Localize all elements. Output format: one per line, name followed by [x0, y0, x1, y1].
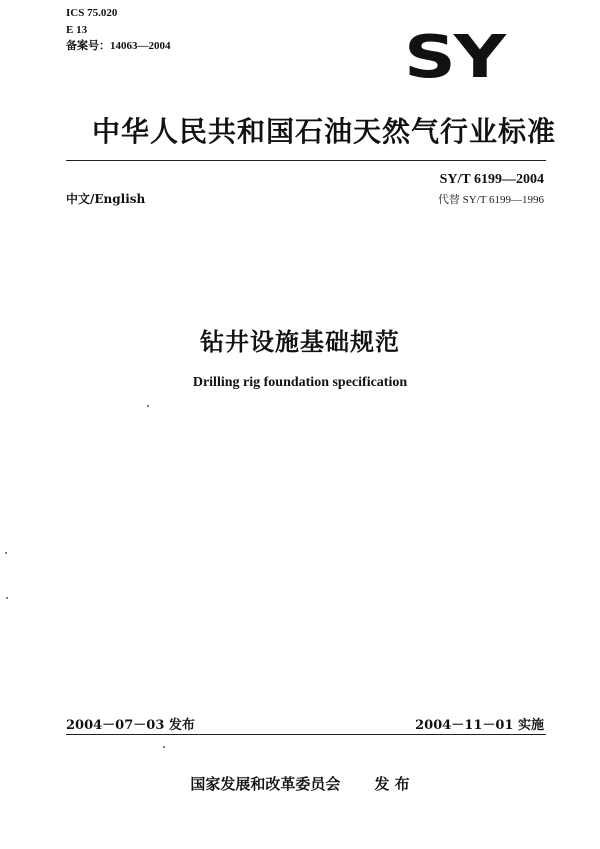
scan-speck — [5, 552, 7, 554]
scan-speck — [6, 597, 8, 599]
sy-logo: SY — [404, 22, 504, 92]
bottom-divider — [66, 734, 546, 735]
document-title-en: Drilling rig foundation specification — [192, 375, 408, 390]
scan-speck — [147, 405, 149, 407]
document-title-zh: 钻井设施基础规范 — [200, 328, 400, 356]
implementation-date: 2004－11－01 实施 — [415, 718, 544, 733]
issuer-line — [0, 773, 600, 794]
issuer-action: 发 布 — [374, 775, 410, 793]
standard-category-title: 中华人民共和国石油天然气行业标准 — [92, 115, 557, 148]
scan-speck — [163, 746, 165, 748]
ics-code: ICS 75.020 — [66, 7, 118, 19]
standard-code: SY/T 6199—2004 — [439, 172, 544, 187]
top-divider — [66, 160, 546, 161]
language-label: 中文/English — [66, 192, 146, 206]
replaces-code: 代替 SY/T 6199—1996 — [437, 194, 544, 206]
issuer-name: 国家发展和改革委员会 — [190, 775, 341, 793]
filing-number: 备案号：14063—2004 — [66, 40, 171, 52]
issue-date: 2004－07－03 发布 — [66, 718, 195, 733]
ccs-code: E 13 — [66, 24, 88, 36]
